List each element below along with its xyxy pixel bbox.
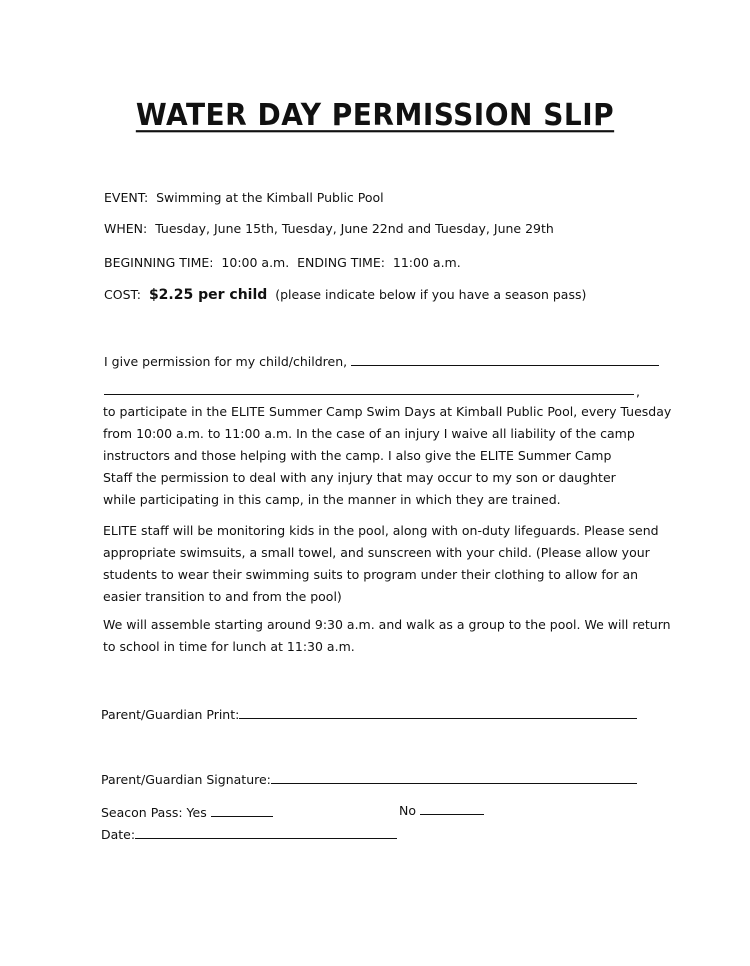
paragraph-line: while participating in this camp, in the manner in which they are trained. <box>103 492 561 507</box>
supplies-paragraph <box>103 520 663 608</box>
date-label: Date: <box>101 827 136 842</box>
schedule-paragraph <box>103 614 671 658</box>
paragraph-line: Staff the permission to deal with any injury that may occur to my son or daughter <box>103 470 616 485</box>
print-name-field[interactable] <box>239 706 637 719</box>
paragraph-line: to school in time for lunch at 11:30 a.m. <box>103 639 355 654</box>
permission-row <box>104 353 659 370</box>
season-pass-no-row <box>399 802 484 819</box>
season-pass-yes-field[interactable] <box>211 804 273 817</box>
season-pass-row <box>101 804 273 821</box>
page-title: WATER DAY PERMISSION SLIP <box>135 96 615 133</box>
print-label: Parent/Guardian Print: <box>101 707 240 722</box>
paragraph-line: students to wear their swimming suits to program under their clothing to allow for an <box>103 567 639 582</box>
begin-time-label: BEGINNING TIME: <box>104 255 214 270</box>
event-label: EVENT: <box>104 190 149 205</box>
child-name-continuation-field[interactable] <box>104 394 634 395</box>
cost-amount: $2.25 per child <box>148 287 268 303</box>
time-row <box>104 255 461 271</box>
event-value: Swimming at the Kimball Public Pool <box>156 190 384 205</box>
continuation-comma: , <box>636 384 640 399</box>
paragraph-line: ELITE staff will be monitoring kids in the pool, along with on-duty lifeguards. Please send <box>103 523 659 538</box>
paragraph-line: We will assemble starting around 9:30 a.m. and walk as a group to the pool. We will return <box>103 617 671 632</box>
event-row <box>104 190 384 206</box>
when-label: WHEN: <box>104 221 148 236</box>
season-pass-no-label: No <box>399 803 416 818</box>
child-name-field[interactable] <box>351 353 659 366</box>
season-pass-label: Seacon Pass: Yes <box>101 805 207 820</box>
signature-label: Parent/Guardian Signature: <box>101 772 271 787</box>
begin-time-value: 10:00 a.m. <box>221 255 290 270</box>
date-field[interactable] <box>135 826 397 839</box>
date-row <box>101 826 397 843</box>
paragraph-line: to participate in the ELITE Summer Camp Swim Days at Kimball Public Pool, every Tuesday <box>103 404 672 419</box>
signature-row <box>101 771 637 788</box>
cost-note: (please indicate below if you have a season pass) <box>275 287 587 302</box>
paragraph-line: instructors and those helping with the camp. I also give the ELITE Summer Camp <box>103 448 612 463</box>
when-value: Tuesday, June 15th, Tuesday, June 22nd and Tuesday, June 29th <box>155 221 554 236</box>
paragraph-line: appropriate swimsuits, a small towel, and sunscreen with your child. (Please allow your <box>103 545 650 560</box>
when-row <box>104 221 554 237</box>
cost-row <box>104 287 586 303</box>
print-row <box>101 706 637 723</box>
paragraph-line: easier transition to and from the pool) <box>103 589 342 604</box>
liability-paragraph <box>103 401 672 511</box>
end-time-label: ENDING TIME: <box>297 255 385 270</box>
cost-label: COST: <box>104 287 141 302</box>
permission-lead: I give permission for my child/children, <box>104 354 348 369</box>
paragraph-line: from 10:00 a.m. to 11:00 a.m. In the case of an injury I waive all liability of the camp <box>103 426 635 441</box>
end-time-value: 11:00 a.m. <box>392 255 461 270</box>
season-pass-no-field[interactable] <box>420 802 484 815</box>
signature-field[interactable] <box>271 771 637 784</box>
